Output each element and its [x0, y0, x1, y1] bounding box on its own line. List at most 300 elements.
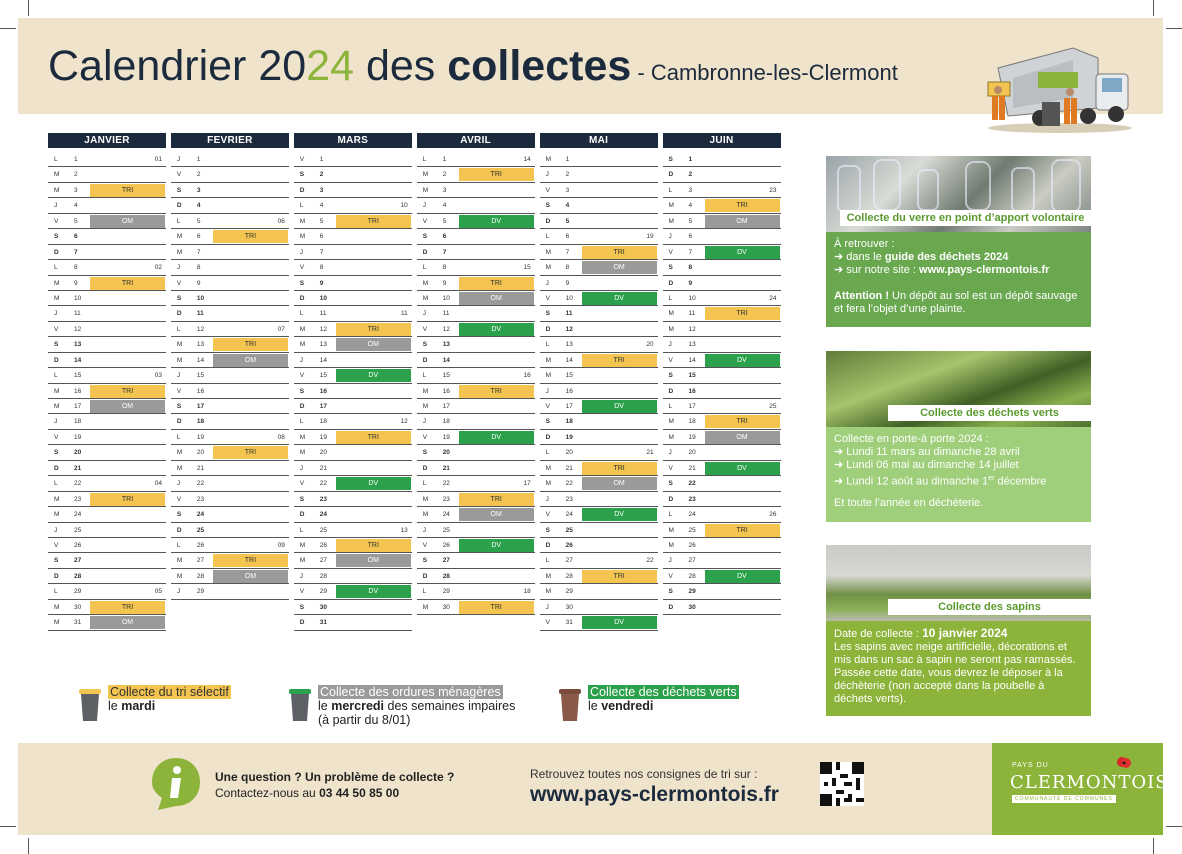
day-row [171, 214, 289, 229]
legend-om-pre: le [318, 699, 332, 713]
day-letter: L [668, 294, 673, 302]
day-letter: M [54, 495, 60, 503]
day-row [48, 214, 166, 229]
day-number: 16 [565, 387, 573, 395]
day-row [171, 414, 289, 429]
collection-tag-om: OM [582, 477, 657, 490]
day-row [540, 523, 658, 538]
collection-tag-tri: TRI [90, 184, 165, 197]
day-number: 12 [565, 325, 573, 333]
collection-tag-om: OM [336, 554, 411, 567]
verre-line3-a: ➜ sur notre site : [834, 264, 920, 276]
legend-om-label: Collecte des ordures ménagères [320, 685, 501, 699]
day-letter: D [545, 217, 551, 225]
card-verts-caption: Collecte des déchets verts [888, 405, 1091, 421]
day-row [540, 183, 658, 198]
day-row [171, 167, 289, 182]
day-row [171, 337, 289, 352]
day-row [294, 584, 412, 599]
day-letter: S [545, 418, 550, 426]
day-letter: D [299, 511, 305, 519]
day-row [540, 167, 658, 182]
day-row [417, 322, 535, 337]
verts-line1: Collecte en porte-à porte 2024 : [834, 433, 989, 445]
day-row [48, 445, 166, 460]
day-number: 18 [442, 418, 450, 426]
day-number: 17 [74, 403, 82, 410]
day-letter: J [54, 310, 58, 318]
sapins-date-label: Date de collecte : [834, 628, 923, 640]
day-number: 28 [196, 572, 205, 580]
day-row [663, 430, 781, 445]
verre-site-link[interactable]: www.pays-clermontois.fr [919, 264, 1050, 276]
week-number: 09 [277, 541, 285, 549]
week-number: 07 [277, 325, 285, 333]
legend-om-note: (à partir du 8/01) [318, 713, 411, 727]
day-row [417, 553, 535, 568]
day-number: 31 [319, 619, 328, 627]
day-row [294, 615, 412, 630]
day-row [663, 198, 781, 213]
day-row [48, 337, 166, 352]
day-number: 3 [688, 186, 693, 194]
collection-tag-dv: DV [459, 431, 534, 444]
verts-line4-sup: er [988, 475, 995, 482]
day-number: 1 [196, 156, 201, 163]
title-prefix: Calendrier 20 [48, 42, 307, 90]
attention-label: Attention ! [834, 290, 889, 302]
day-number: 20 [319, 449, 328, 457]
day-letter: M [545, 572, 552, 580]
collection-tag-tri: TRI [213, 554, 288, 567]
day-letter: J [545, 171, 549, 179]
day-letter: J [668, 233, 672, 241]
collection-tag-dv: DV [705, 354, 780, 367]
day-row [540, 492, 658, 507]
day-row [171, 245, 289, 260]
day-number: 30 [319, 603, 328, 611]
day-row [48, 430, 166, 445]
verts-line5: Et toute l’année en déchèterie. [834, 496, 984, 509]
qr-code-icon[interactable] [820, 762, 864, 806]
day-letter: M [299, 325, 306, 333]
collection-tag-tri: TRI [336, 431, 411, 444]
day-letter: S [545, 310, 550, 318]
day-number: 28 [319, 572, 328, 580]
phone-number[interactable]: 03 44 50 85 00 [319, 786, 400, 800]
day-row [48, 368, 166, 383]
collection-tag-dv: DV [582, 400, 657, 413]
day-letter: L [668, 511, 673, 519]
day-number: 31 [74, 619, 82, 627]
day-row [417, 337, 535, 352]
day-letter: L [422, 480, 427, 488]
day-letter: D [668, 495, 674, 503]
day-number: 14 [196, 356, 205, 364]
sapins-text: Les sapins avec neige artificielle, décorations et mis dans un sac à sapin ne seront pas ramassés. Passée cette date, vous devrez le déposer à la déchèterie (non accepté dans la poubelle à déchets verts). [834, 641, 1076, 705]
day-letter: D [545, 325, 551, 333]
day-row [294, 152, 412, 167]
day-row [417, 214, 535, 229]
day-number: 19 [319, 433, 328, 441]
logo-sub: COMMUNAUTÉ DE COMMUNES [1012, 795, 1116, 803]
day-number: 18 [319, 418, 328, 426]
day-number: 25 [319, 526, 328, 534]
day-number: 14 [688, 356, 696, 364]
day-letter: M [54, 171, 60, 179]
day-row [663, 507, 781, 522]
clermontois-logo [992, 743, 1169, 835]
title-year: 24 [306, 42, 354, 90]
day-row [540, 584, 658, 599]
day-letter: J [545, 603, 549, 611]
day-row [171, 152, 289, 167]
day-letter: M [668, 433, 674, 441]
day-row [417, 291, 535, 306]
day-number: 5 [565, 217, 570, 225]
day-number: 28 [565, 572, 573, 580]
day-letter: J [545, 387, 549, 395]
day-letter: M [422, 403, 429, 410]
day-letter: M [54, 511, 60, 519]
day-letter: S [54, 233, 59, 241]
collection-tag-om: OM [90, 616, 165, 629]
day-row [48, 152, 166, 167]
day-row [663, 353, 781, 368]
collection-tag-om: OM [459, 508, 534, 521]
day-row [48, 306, 166, 321]
day-number: 21 [319, 464, 328, 472]
day-letter: J [176, 264, 181, 272]
day-number: 10 [74, 294, 82, 302]
month-fevrier [171, 133, 289, 600]
day-number: 19 [442, 433, 450, 441]
day-letter: J [545, 279, 549, 287]
day-row [294, 461, 412, 476]
day-row [294, 399, 412, 414]
day-row [540, 276, 658, 291]
day-letter: L [54, 480, 58, 488]
day-number: 28 [442, 572, 450, 580]
day-row [540, 615, 658, 630]
day-number: 17 [565, 403, 573, 410]
day-number: 21 [196, 464, 205, 472]
week-number: 10 [400, 202, 408, 210]
collection-tag-tri: TRI [705, 415, 780, 428]
collection-tag-tri: TRI [90, 277, 165, 290]
day-number: 11 [565, 310, 573, 318]
day-letter: S [176, 294, 182, 302]
crop-mark [1166, 826, 1182, 827]
day-letter: V [545, 619, 550, 627]
day-letter: V [299, 588, 305, 596]
day-letter: J [422, 418, 426, 426]
day-number: 14 [565, 356, 573, 364]
day-number: 10 [565, 294, 573, 302]
week-number: 20 [646, 341, 654, 349]
day-number: 4 [688, 202, 693, 210]
day-number: 13 [319, 341, 328, 349]
day-row [48, 414, 166, 429]
day-number: 24 [688, 511, 696, 519]
month-janvier [48, 133, 166, 631]
day-row [540, 553, 658, 568]
day-row [663, 569, 781, 584]
day-letter: D [54, 464, 59, 472]
crop-mark [1153, 0, 1154, 16]
collection-tag-tri: TRI [90, 493, 165, 506]
day-letter: V [545, 511, 550, 519]
day-number: 5 [319, 217, 324, 225]
day-letter: M [422, 387, 429, 395]
day-row [663, 538, 781, 553]
collection-tag-om: OM [582, 261, 657, 274]
day-letter: J [422, 202, 426, 210]
week-number: 22 [646, 557, 654, 565]
day-letter: V [422, 325, 428, 333]
day-number: 26 [74, 541, 82, 549]
day-row [663, 492, 781, 507]
day-row [171, 399, 289, 414]
day-letter: M [299, 233, 306, 241]
day-letter: V [54, 325, 59, 333]
info-icon [150, 756, 202, 812]
day-letter: J [176, 480, 181, 488]
day-row [540, 445, 658, 460]
month-header: MAI [540, 133, 658, 148]
day-letter: D [176, 418, 182, 426]
verre-line1: À retrouver : [834, 238, 895, 250]
day-letter: J [299, 248, 304, 256]
card-verre [826, 156, 1091, 327]
day-number: 8 [442, 264, 447, 272]
day-row [48, 476, 166, 491]
week-number: 23 [769, 186, 777, 194]
collection-tag-tri: TRI [336, 215, 411, 228]
day-row [171, 538, 289, 553]
day-row [48, 229, 166, 244]
day-number: 4 [319, 202, 324, 210]
day-row [171, 553, 289, 568]
day-number: 27 [319, 557, 328, 565]
sapins-line1 [834, 627, 1083, 641]
day-number: 16 [196, 387, 205, 395]
day-letter: M [422, 186, 429, 194]
day-number: 2 [319, 171, 324, 179]
day-row [294, 445, 412, 460]
day-number: 14 [319, 356, 328, 364]
week-number: 06 [277, 217, 285, 225]
day-number: 20 [74, 449, 82, 457]
day-row [294, 368, 412, 383]
day-number: 2 [196, 171, 201, 179]
day-letter: V [668, 356, 673, 364]
month-mai [540, 133, 658, 631]
day-number: 28 [74, 572, 82, 580]
week-number: 01 [154, 156, 162, 163]
day-number: 10 [319, 294, 328, 302]
day-row [540, 214, 658, 229]
day-row [663, 553, 781, 568]
day-number: 4 [565, 202, 570, 210]
day-letter: S [422, 557, 428, 565]
day-number: 11 [319, 310, 327, 318]
day-letter: D [422, 356, 428, 364]
day-number: 22 [196, 480, 205, 488]
day-row [48, 322, 166, 337]
day-letter: S [422, 341, 428, 349]
day-number: 10 [442, 294, 450, 302]
day-number: 9 [319, 279, 324, 287]
day-row [48, 584, 166, 599]
day-row [417, 476, 535, 491]
day-number: 5 [196, 217, 201, 225]
day-number: 29 [442, 588, 450, 596]
card-verts-body [826, 427, 1091, 522]
day-number: 17 [196, 403, 205, 410]
week-number: 17 [523, 480, 531, 488]
day-letter: J [545, 495, 549, 503]
day-row [663, 414, 781, 429]
month-mars [294, 133, 412, 631]
day-letter: J [668, 341, 672, 349]
day-letter: V [668, 248, 673, 256]
day-number: 20 [565, 449, 573, 457]
day-number: 26 [319, 541, 328, 549]
day-letter: L [176, 433, 181, 441]
day-letter: D [422, 464, 428, 472]
collection-tag-tri: TRI [582, 354, 657, 367]
day-number: 30 [565, 603, 573, 611]
day-row [417, 584, 535, 599]
day-number: 1 [688, 156, 693, 163]
day-number: 24 [565, 511, 573, 519]
day-number: 9 [442, 279, 447, 287]
day-letter: M [422, 495, 429, 503]
day-letter: M [54, 619, 60, 627]
day-row [540, 229, 658, 244]
day-number: 6 [74, 233, 78, 241]
collection-tag-om: OM [213, 570, 288, 583]
poppy-icon [1116, 756, 1132, 770]
day-number: 23 [565, 495, 573, 503]
day-letter: M [422, 279, 429, 287]
crop-mark [28, 838, 29, 854]
day-row [540, 384, 658, 399]
sapins-date: 10 janvier 2024 [922, 626, 1008, 640]
crop-mark [0, 28, 16, 29]
day-letter: D [545, 541, 551, 549]
day-letter: J [176, 156, 181, 163]
day-row [663, 600, 781, 615]
day-number: 26 [565, 541, 573, 549]
footer-site-link[interactable]: www.pays-clermontois.fr [530, 783, 779, 806]
day-number: 27 [196, 557, 205, 565]
month-header: MARS [294, 133, 412, 148]
day-letter: V [299, 480, 305, 488]
day-number: 10 [688, 294, 696, 302]
week-number: 19 [646, 233, 654, 241]
day-letter: J [54, 418, 58, 426]
day-row [294, 322, 412, 337]
day-row [294, 245, 412, 260]
day-row [48, 507, 166, 522]
day-row [48, 245, 166, 260]
day-letter: M [668, 526, 674, 534]
day-letter: M [299, 541, 306, 549]
legend-om [318, 685, 515, 727]
day-letter: L [422, 588, 427, 596]
day-letter: J [176, 372, 181, 380]
day-row [417, 445, 535, 460]
day-number: 29 [319, 588, 328, 596]
week-number: 03 [154, 372, 162, 380]
day-row [48, 260, 166, 275]
day-row [294, 353, 412, 368]
day-row [663, 306, 781, 321]
week-number: 14 [523, 156, 531, 163]
week-number: 21 [646, 449, 654, 457]
card-sapins-caption: Collecte des sapins [888, 599, 1091, 615]
day-letter: M [545, 372, 552, 380]
day-letter: L [668, 186, 673, 194]
legend-tri-pre: le [108, 699, 122, 713]
day-letter: M [54, 186, 60, 194]
day-row [417, 183, 535, 198]
day-letter: M [422, 294, 429, 302]
day-row [48, 600, 166, 615]
day-number: 8 [196, 264, 201, 272]
collection-tag-om: OM [213, 354, 288, 367]
day-number: 3 [74, 186, 78, 194]
collection-tag-tri: TRI [213, 338, 288, 351]
day-row [417, 492, 535, 507]
day-number: 7 [319, 248, 324, 256]
day-number: 5 [74, 217, 78, 225]
day-row [663, 399, 781, 414]
day-letter: M [176, 233, 183, 241]
day-number: 2 [565, 171, 570, 179]
day-number: 30 [442, 603, 450, 611]
day-letter: M [299, 341, 306, 349]
day-row [171, 306, 289, 321]
day-row [171, 569, 289, 584]
collection-tag-tri: TRI [90, 385, 165, 398]
day-number: 1 [319, 156, 324, 163]
day-number: 27 [442, 557, 450, 565]
day-row [48, 399, 166, 414]
day-row [171, 260, 289, 275]
day-letter: J [299, 464, 304, 472]
day-number: 20 [688, 449, 696, 457]
day-letter: M [54, 279, 60, 287]
day-number: 6 [565, 233, 570, 241]
day-letter: D [422, 572, 428, 580]
day-row [540, 245, 658, 260]
day-letter: V [54, 541, 59, 549]
collection-tag-dv: DV [705, 246, 780, 259]
day-row [48, 538, 166, 553]
collection-tag-tri: TRI [459, 601, 534, 614]
day-letter: L [299, 526, 304, 534]
day-letter: D [668, 279, 674, 287]
day-number: 23 [196, 495, 205, 503]
legend-dv-label: Collecte des déchets verts [590, 685, 737, 699]
legend-dv [588, 685, 739, 713]
day-letter: L [545, 557, 550, 565]
day-letter: M [54, 387, 60, 395]
day-letter: S [299, 495, 305, 503]
